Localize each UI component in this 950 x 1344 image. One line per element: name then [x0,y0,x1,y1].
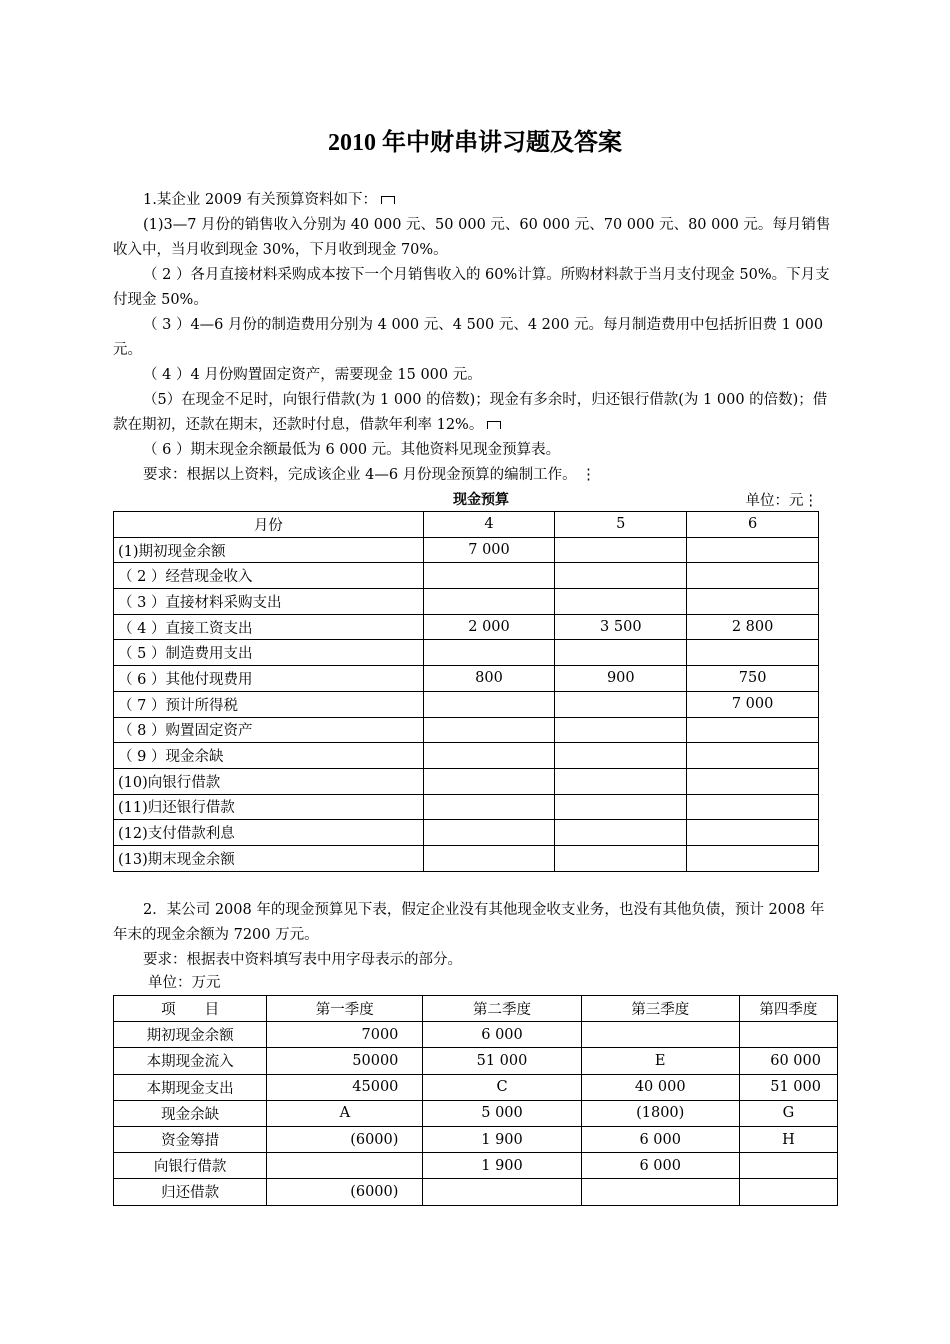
table-cell: 1 900 [423,1153,581,1179]
row-label: 本期现金支出 [114,1074,267,1100]
header-cell: 5 [555,512,687,538]
row-label: （ 8 ）购置固定资产 [114,717,424,743]
table-cell: 45000 [267,1074,423,1100]
row-label: （ 7 ）预计所得税 [114,691,424,717]
table-cell [555,691,687,717]
page-title: 2010 年中财串讲习题及答案 [328,130,622,156]
table-cell [423,768,555,794]
row-label: 期初现金余额 [114,1022,267,1048]
table-cell: 40 000 [581,1074,739,1100]
table-cell [555,768,687,794]
table-row [114,691,819,717]
table-cell: 51 000 [423,1048,581,1074]
header-cell: 4 [423,512,555,538]
table-cell [423,820,555,846]
table-cell: 3 500 [555,614,687,640]
header-cell: 第二季度 [423,996,581,1022]
table-cell: E [581,1048,739,1074]
row-label: 向银行借款 [114,1153,267,1179]
table-cell: 7 000 [687,691,819,717]
row-label: 资金筹措 [114,1126,267,1152]
table-cell [423,691,555,717]
q1-requirement: 要求：根据以上资料，完成该企业 4—6 月份现金预算的编制工作。 ⋮ [143,467,596,483]
table1-caption [113,489,818,511]
table-cell [739,1179,837,1205]
q2-requirement: 要求：根据表中资料填写表中用字母表示的部分。 [143,952,462,968]
table-row [114,1100,838,1126]
row-label: (13)期末现金余额 [114,845,424,871]
table-cell: C [423,1074,581,1100]
table-row [114,640,819,666]
header-cell: 6 [687,512,819,538]
table-row [114,820,819,846]
header-cell: 第四季度 [739,996,837,1022]
table-cell: 2 000 [423,614,555,640]
table-cell [423,743,555,769]
table-cell [555,794,687,820]
row-label: (1)期初现金余额 [114,537,424,563]
table-cell [423,845,555,871]
row-label: 归还借款 [114,1179,267,1205]
table-cell [687,743,819,769]
row-label: (10)向银行借款 [114,768,424,794]
table-cell [739,1022,837,1048]
table-cell: A [267,1100,423,1126]
table-row [114,589,819,615]
row-label: (11)归还银行借款 [114,794,424,820]
table-cell [555,845,687,871]
table-cell [581,1022,739,1048]
table-cell [423,640,555,666]
table-cell [555,820,687,846]
table-row [114,768,819,794]
header-cell: 第一季度 [267,996,423,1022]
table-cell [687,717,819,743]
table-cell [687,589,819,615]
table-cell: 7000 [267,1022,423,1048]
table-cell: (6000) [267,1179,423,1205]
table-cell [687,794,819,820]
q1-item-5: （5）在现金不足时，向银行借款(为 1 000 的倍数)；现金有多余时，归还银行借款(为 1 000 的倍数)；借款在期初，还款在期末，还款时付息，借款年利率 12%。 [113,392,828,433]
table-cell [687,820,819,846]
table-cell: 51 000 [739,1074,837,1100]
table-row [114,717,819,743]
table-cell [555,743,687,769]
table-cell: 2 800 [687,614,819,640]
table-cell: 6 000 [581,1126,739,1152]
table-cell [555,589,687,615]
table-cell [687,845,819,871]
table-cell [687,768,819,794]
cash-budget-table [113,511,819,872]
table1-unit: 单位：元⋮ [745,493,818,509]
table-cell [423,717,555,743]
table-cell [423,563,555,589]
row-label: (12)支付借款利息 [114,820,424,846]
row-label: （ 2 ）经营现金收入 [114,563,424,589]
edit-mark-icon [381,196,395,204]
table-cell: H [739,1126,837,1152]
table-cell [423,794,555,820]
table-cell: 50000 [267,1048,423,1074]
table-row [114,1048,838,1074]
dotted-mark-icon: ⋮ [576,467,596,483]
q1-item-3: （ 3 ）4—6 月份的制造费用分别为 4 000 元、4 500 元、4 200 元。每月制造费用中包括折旧费 1 000 元。 [113,317,824,358]
table-cell: 60 000 [739,1048,837,1074]
header-cell: 月份 [114,512,424,538]
table-cell [555,537,687,563]
table-cell [581,1179,739,1205]
q2-intro: 2．某公司 2008 年的现金预算见下表，假定企业没有其他现金收支业务，也没有其他负债，预计 2008 年年末的现金余额为 7200 万元。 [113,902,825,943]
table2-unit: 单位：万元 [148,975,221,991]
table-row [114,666,819,692]
header-cell: 项 目 [114,996,267,1022]
header-cell: 第三季度 [581,996,739,1022]
table-header-row [114,512,819,538]
table-cell [687,537,819,563]
table-cell [687,563,819,589]
table-row [114,845,819,871]
row-label: （ 6 ）其他付现费用 [114,666,424,692]
table-cell: 5 000 [423,1100,581,1126]
q1-item-4: （ 4 ）4 月份购置固定资产，需要现金 15 000 元。 [143,367,482,383]
table-cell [423,589,555,615]
table-row [114,794,819,820]
table-cell: 6 000 [423,1022,581,1048]
table-cell: 7 000 [423,537,555,563]
table-row [114,1074,838,1100]
table-cell: 750 [687,666,819,692]
table-row [114,1153,838,1179]
q1-intro: 1.某企业 2009 有关预算资料如下： [113,188,838,213]
table-cell: (6000) [267,1126,423,1152]
table-cell [267,1153,423,1179]
table-cell: 900 [555,666,687,692]
q1-item-2: （ 2 ）各月直接材料采购成本按下一个月销售收入的 60%计算。所购材料款于当月支付现金 50%。下月支付现金 50%。 [113,267,830,308]
table-cell: 6 000 [581,1153,739,1179]
table-cell: 1 900 [423,1126,581,1152]
edit-mark-icon [487,421,501,429]
table-row [114,614,819,640]
table-row [114,563,819,589]
table-row [114,1126,838,1152]
table-cell [555,640,687,666]
table-row [114,1179,838,1205]
table-cell: G [739,1100,837,1126]
table-cell [555,717,687,743]
company-cash-budget-table [113,995,838,1206]
row-label: （ 5 ）制造费用支出 [114,640,424,666]
table-cell: (1800) [581,1100,739,1126]
table-cell: 800 [423,666,555,692]
row-label: （ 4 ）直接工资支出 [114,614,424,640]
table-row [114,1022,838,1048]
row-label: 现金余缺 [114,1100,267,1126]
table-cell [687,640,819,666]
table-cell [739,1153,837,1179]
q1-item-1: (1)3—7 月份的销售收入分别为 40 000 元、50 000 元、60 000 元、70 000 元、80 000 元。每月销售收入中，当月收到现金 30%，下月收到现金 70%。 [113,217,831,258]
row-label: （ 9 ）现金余缺 [114,743,424,769]
row-label: （ 3 ）直接材料采购支出 [114,589,424,615]
table-row [114,743,819,769]
table-cell [423,1179,581,1205]
q1-item-6: （ 6 ）期末现金余额最低为 6 000 元。其他资料见现金预算表。 [143,442,561,458]
table-header-row [114,996,838,1022]
row-label: 本期现金流入 [114,1048,267,1074]
table-row [114,537,819,563]
table1-title: 现金预算 [453,492,509,508]
table-cell [555,563,687,589]
